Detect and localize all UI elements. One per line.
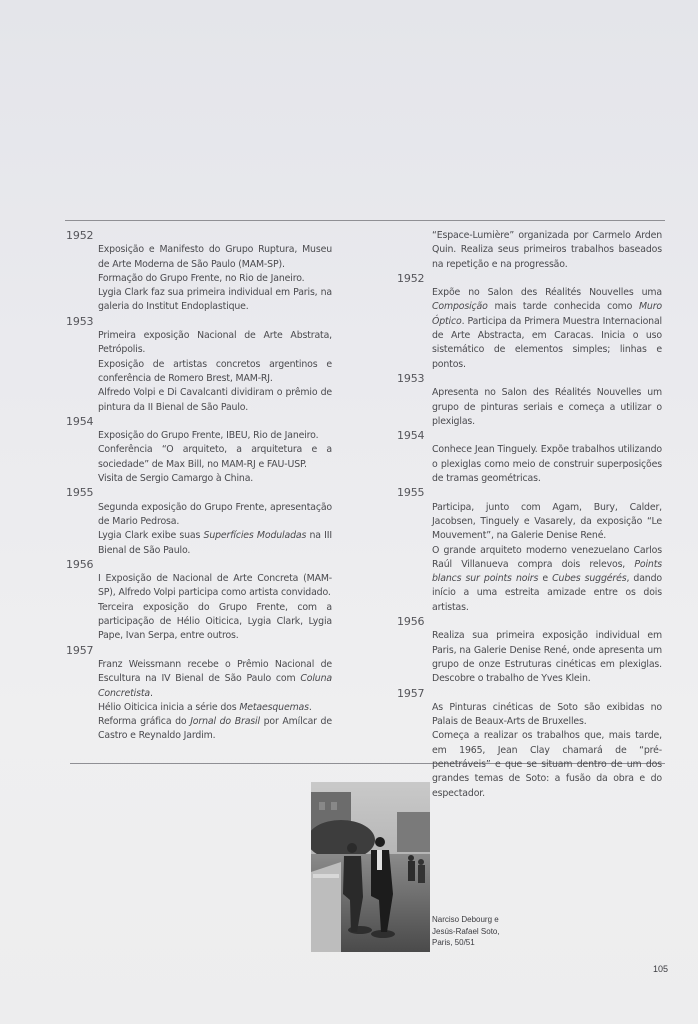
chronology-entry: “Espace-Lumière” organizada por Carmelo Arden Quin. Realiza seus primeiros trabalhos baseados na repetição e na progressão. (432, 230, 662, 270)
year-block (66, 415, 332, 486)
caption-line: Narciso Debourg e (432, 915, 499, 924)
year-block (66, 315, 332, 415)
year-block (66, 644, 332, 744)
chronology-entry: Exposição de artistas concretos argentinos e conferência de Romero Brest, MAM-RJ. (98, 358, 332, 384)
chronology-entry: Segunda exposição do Grupo Frente, apresentação de Mario Pedrosa. (98, 501, 332, 527)
chronology-entry: Hélio Oiticica inicia a série dos Metaesquemas. (98, 701, 312, 713)
chronology-entry: Visita de Sergio Camargo à China. (98, 473, 254, 485)
historical-photograph (311, 782, 430, 952)
chronology-entry: As Pinturas cinéticas de Soto são exibidas no Palais de Beaux-Arts de Bruxelles. (432, 701, 662, 728)
chronology-entry: Expõe no Salon des Réalités Nouvelles uma Composição mais tarde conhecida como Muro Óptico. Participa da Primera Muestra Internacional de Arte Abstracta, em Caracas. Inicia o uso sistemático de elementos simples; linhas e pontos. (432, 287, 662, 370)
year-heading: 1953 (397, 371, 425, 385)
year-heading: 1955 (397, 486, 425, 500)
chronology-entry: Realiza sua primeira exposição individual em Paris, na Galerie Denise René, onde apresenta um grupo de onze Estruturas cinéticas em plexiglas. Descobre o trabalho de Yves Klein. (432, 630, 662, 685)
year-heading: 1952 (66, 229, 94, 242)
chronology-entry: Reforma gráfica do Jornal do Brasil por Amílcar de Castro e Reynaldo Jardim. (98, 716, 332, 742)
chronology-entry: Alfredo Volpi e Di Cavalcanti dividiram o prêmio de pintura da II Bienal de São Paulo. (98, 387, 332, 413)
page-number: 105 (653, 964, 669, 974)
year-heading: 1956 (397, 615, 425, 629)
chronology-entry: Terceira exposição do Grupo Frente, com a participação de Hélio Oiticica, Lygia Clark, Lygia Pape, Ivan Serpa, entre outros. (98, 601, 332, 642)
top-rule (65, 220, 665, 221)
caption-line: Jesús-Rafael Soto, (432, 926, 500, 936)
photo-image (311, 782, 430, 952)
year-block (66, 558, 332, 644)
year-heading: 1954 (66, 414, 94, 428)
chronology-entry: Conferência “O arquiteto, a arquitetura e a sociedade” de Max Bill, no MAM-RJ e FAU-USP. (98, 444, 332, 470)
chronology-entry: Franz Weissmann recebe o Prêmio Nacional de Escultura na IV Bienal de São Paulo com Coluna Concretista. (98, 658, 332, 699)
year-block (397, 687, 662, 801)
chronology-entry: Começa a realizar os trabalhos que, mais tarde, em 1965, Jean Clay chamará de “pré-penetráveis” e que se situam dentro de um dos grandes temas de Soto: a fusão da obra e do espectador. (432, 730, 662, 799)
chronology-entry: Lygia Clark exibe suas Superfícies Moduladas na III Bienal de São Paulo. (98, 530, 332, 556)
year-heading: 1952 (397, 271, 425, 285)
year-block (397, 429, 662, 486)
year-block (66, 229, 332, 315)
chronology-entry: Apresenta no Salon des Réalités Nouvelles um grupo de pinturas seriais e começa a utilizar o plexiglas. (432, 387, 662, 427)
chronology-entry: Exposição do Grupo Frente, IBEU, Rio de Janeiro. (98, 430, 319, 442)
year-block (397, 229, 662, 272)
chronology-left-column (66, 229, 332, 744)
chronology-entry: Participa, junto com Agam, Bury, Calder, Jacobsen, Tinguely e Vasarely, da exposição “Le Mouvement”, na Galerie Denise René. (432, 501, 662, 542)
year-heading: 1957 (66, 643, 94, 657)
chronology-entry: Primeira exposição Nacional de Arte Abstrata, Petrópolis. (98, 330, 332, 356)
year-heading: 1954 (397, 429, 425, 443)
year-block (397, 372, 662, 429)
year-block (66, 486, 332, 557)
year-heading: 1953 (66, 314, 94, 328)
year-heading: 1955 (66, 486, 94, 500)
chronology-entry: Lygia Clark faz sua primeira individual em Paris, na galeria do Institut Endoplastique. (98, 287, 332, 313)
chronology-entry: Conhece Jean Tinguely. Expõe trabalhos utilizando o plexiglas como meio de construir superposições de tramas geométricas. (432, 444, 662, 485)
chronology-entry: Formação do Grupo Frente, no Rio de Janeiro. (98, 272, 305, 284)
chronology-entry: O grande arquiteto moderno venezuelano Carlos Raúl Villanueva compra dois relevos, Points blancs sur points noirs e Cubes suggérés, dando início a uma estreita amizade entre os dois artistas. (432, 544, 662, 613)
year-block (397, 615, 662, 686)
year-block (397, 272, 662, 372)
photo-caption (432, 914, 542, 949)
year-heading: 1956 (66, 557, 94, 571)
chronology-right-column (397, 229, 662, 801)
chronology-entry: Exposição e Manifesto do Grupo Ruptura, Museu de Arte Moderna de São Paulo (MAM-SP). (98, 244, 332, 270)
year-block (397, 486, 662, 615)
chronology-entry: I Exposição de Nacional de Arte Concreta (MAM-SP), Alfredo Volpi participa como artista convidado. (98, 573, 332, 599)
caption-line: Paris, 50/51 (432, 938, 475, 947)
year-heading: 1957 (397, 686, 425, 700)
